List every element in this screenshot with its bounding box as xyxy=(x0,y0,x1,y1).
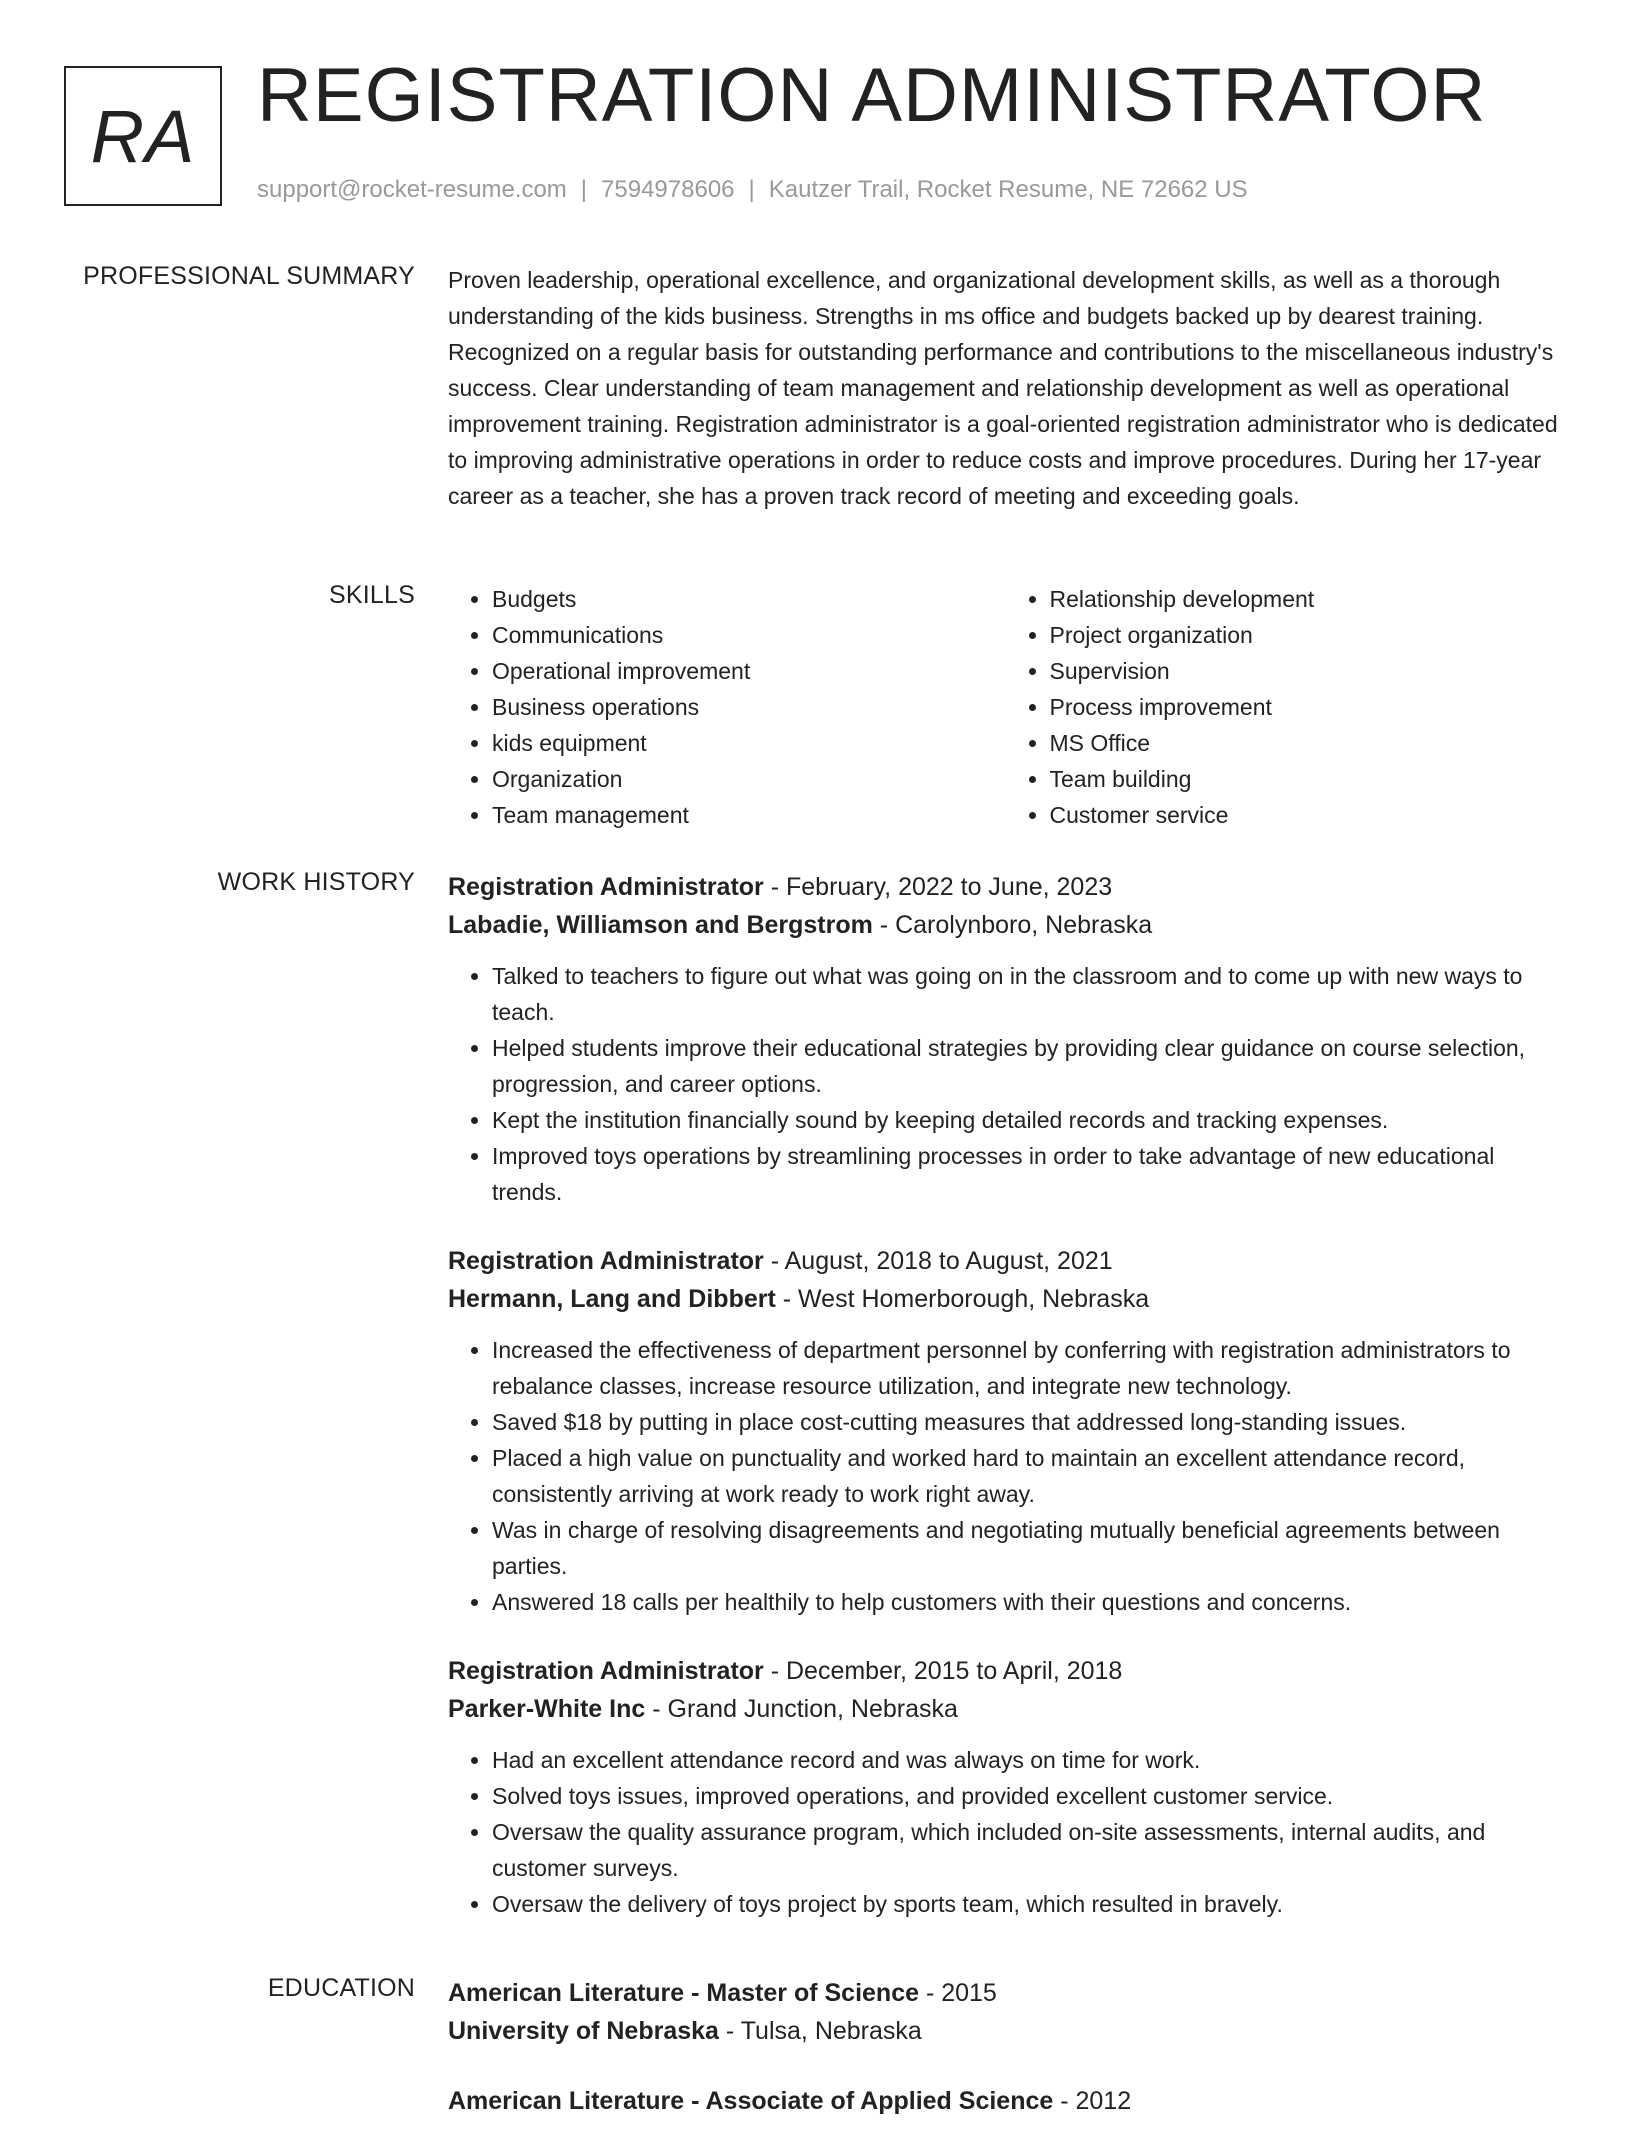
job-entry xyxy=(448,1652,1563,1922)
job-bullet: • Saved $18 by putting in place cost-cutting measures that addressed long-standing issues. xyxy=(492,1404,1563,1440)
job-bullet: • Was in charge of resolving disagreements and negotiating mutually beneficial agreements between parties. xyxy=(492,1512,1563,1584)
job-company-line xyxy=(448,1280,1563,1318)
job-bullet: • Answered 18 calls per healthily to help customers with their questions and concerns. xyxy=(492,1584,1563,1620)
school-location: - Tulsa, Nebraska xyxy=(718,2017,922,2045)
monogram-initials: RA xyxy=(90,94,196,178)
job-bullet: • Oversaw the delivery of toys project by sports team, which resulted in bravely. xyxy=(492,1886,1563,1922)
summary-label: PROFESSIONAL SUMMARY xyxy=(83,262,415,290)
job-title: Registration Administrator xyxy=(448,873,764,901)
degree-year: - 2012 xyxy=(1053,2087,1132,2115)
job-company-line xyxy=(448,906,1563,944)
job-location: - Grand Junction, Nebraska xyxy=(645,1695,958,1723)
job-title-line xyxy=(448,1652,1563,1690)
job-bullet: • Kept the institution financially sound by keeping detailed records and tracking expenses. xyxy=(492,1102,1563,1138)
skills-column-right xyxy=(1006,581,1564,833)
work-history-body xyxy=(448,868,1563,1954)
job-bullet: • Had an excellent attendance record and was always on time for work. xyxy=(492,1742,1563,1778)
skill-item: • Process improvement xyxy=(1050,689,1564,725)
separator: | xyxy=(580,176,588,203)
degree-year: - 2015 xyxy=(919,1979,997,2007)
job-title: Registration Administrator xyxy=(448,1247,764,1275)
skills-column-left xyxy=(448,581,1006,833)
education-entry xyxy=(448,2082,1563,2120)
skill-item: • Operational improvement xyxy=(492,653,1006,689)
job-company: Labadie, Williamson and Bergstrom xyxy=(448,911,873,939)
job-bullet: • Solved toys issues, improved operations, and provided excellent customer service. xyxy=(492,1778,1563,1814)
skills-list xyxy=(448,581,1563,833)
contact-email[interactable]: support@rocket-resume.com xyxy=(257,176,567,203)
job-bullet: • Oversaw the quality assurance program, which included on-site assessments, internal audits, and customer surveys. xyxy=(492,1814,1563,1886)
resume-title: REGISTRATION ADMINISTRATOR xyxy=(257,53,1487,138)
skill-item: • Customer service xyxy=(1050,797,1564,833)
education-body xyxy=(448,1974,1563,2152)
skill-item: • MS Office xyxy=(1050,725,1564,761)
summary-text: Proven leadership, operational excellence, and organizational development skills, as well as a thorough understanding of the kids business. Strengths in ms office and budgets backed up by dearest training. Recognized on a regular basis for outstanding performance and contributions to the miscellaneous industry's success. Clear understanding of team management and relationship development as well as operational improvement training. Registration administrator is a goal-oriented registration administrator who is dedicated to improving administrative operations in order to reduce costs and improve procedures. During her 17-year career as a teacher, she has a proven track record of meeting and exceeding goals. xyxy=(448,267,1558,509)
job-dates: - August, 2018 to August, 2021 xyxy=(763,1247,1113,1275)
degree: American Literature - Master of Science xyxy=(448,1979,919,2007)
contact-address: Kautzer Trail, Rocket Resume, NE 72662 US xyxy=(768,176,1248,203)
job-company: Hermann, Lang and Dibbert xyxy=(448,1285,776,1313)
job-bullets xyxy=(448,1332,1563,1620)
summary-body xyxy=(448,262,1563,514)
job-dates: - February, 2022 to June, 2023 xyxy=(763,873,1113,901)
job-title-line xyxy=(448,868,1563,906)
skills-label: SKILLS xyxy=(329,581,415,609)
skill-item: • Business operations xyxy=(492,689,1006,725)
skill-item: • Supervision xyxy=(1050,653,1564,689)
skill-item: • Relationship development xyxy=(1050,581,1564,617)
work-history-label: WORK HISTORY xyxy=(217,868,415,896)
job-location: - West Homerborough, Nebraska xyxy=(775,1285,1150,1313)
degree-line xyxy=(448,1974,1563,2012)
job-company: Parker-White Inc xyxy=(448,1695,646,1723)
job-company-line xyxy=(448,1690,1563,1728)
contact-line xyxy=(257,176,1248,204)
skill-item: • Organization xyxy=(492,761,1006,797)
job-bullet: • Talked to teachers to figure out what was going on in the classroom and to come up with new ways to teach. xyxy=(492,958,1563,1030)
skill-item: • kids equipment xyxy=(492,725,1006,761)
degree-line xyxy=(448,2082,1563,2120)
school-line xyxy=(448,2012,1563,2050)
skill-item: • Communications xyxy=(492,617,1006,653)
skill-item: • Project organization xyxy=(1050,617,1564,653)
skill-item: • Team building xyxy=(1050,761,1564,797)
education-entry xyxy=(448,1974,1563,2050)
job-title-line xyxy=(448,1242,1563,1280)
separator: | xyxy=(748,176,755,203)
skill-item: • Budgets xyxy=(492,581,1006,617)
monogram xyxy=(64,66,222,206)
school: University of Nebraska xyxy=(448,2017,719,2045)
job-entry xyxy=(448,1242,1563,1620)
job-location: - Carolynboro, Nebraska xyxy=(872,911,1153,939)
job-bullet: • Placed a high value on punctuality and worked hard to maintain an excellent attendance record, consistently arriving at work ready to work right away. xyxy=(492,1440,1563,1512)
job-dates: - December, 2015 to April, 2018 xyxy=(763,1657,1123,1685)
job-bullets xyxy=(448,958,1563,1210)
education-label: EDUCATION xyxy=(267,1974,415,2002)
job-bullet: • Improved toys operations by streamlining processes in order to take advantage of new educational trends. xyxy=(492,1138,1563,1210)
contact-phone[interactable]: 7594978606 xyxy=(601,176,735,203)
job-bullet: • Helped students improve their educational strategies by providing clear guidance on course selection, progression, and career options. xyxy=(492,1030,1563,1102)
job-entry xyxy=(448,868,1563,1210)
job-bullet: • Increased the effectiveness of department personnel by conferring with registration administrators to rebalance classes, increase resource utilization, and integrate new technology. xyxy=(492,1332,1563,1404)
skill-item: • Team management xyxy=(492,797,1006,833)
job-bullets xyxy=(448,1742,1563,1922)
degree: American Literature - Associate of Applied Science xyxy=(448,2087,1054,2115)
job-title: Registration Administrator xyxy=(448,1657,764,1685)
